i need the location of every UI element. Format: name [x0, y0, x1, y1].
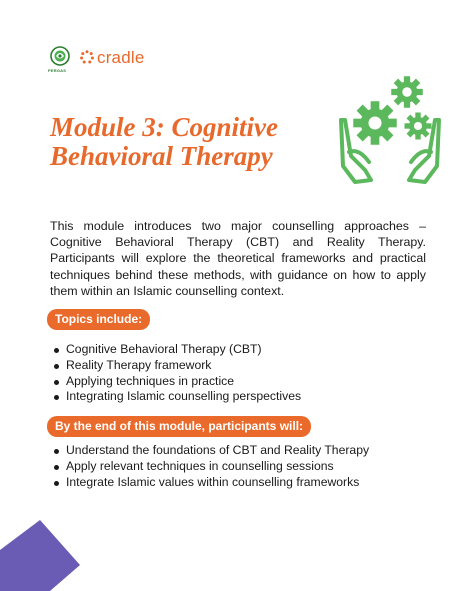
gears-in-hands-icon — [335, 70, 445, 188]
cradle-logo-text: cradle — [97, 47, 145, 67]
module-title — [50, 113, 320, 171]
pergas-logo — [50, 46, 70, 68]
list-item: Understand the foundations of CBT and Reality Therapy — [50, 443, 430, 459]
list-item: Applying techniques in practice — [50, 374, 430, 390]
cradle-logo — [80, 49, 145, 66]
list-item: Integrating Islamic counselling perspectives — [50, 389, 430, 405]
list-item: Cognitive Behavioral Therapy (CBT) — [50, 342, 430, 358]
module-title-line-1: Module 3: Cognitive — [50, 112, 278, 142]
module-title-line-2: Behavioral Therapy — [50, 141, 273, 171]
outcomes-heading: By the end of this module, participants will: — [47, 416, 311, 437]
topics-heading: Topics include: — [47, 309, 150, 330]
outcomes-list — [50, 443, 430, 490]
module-intro: This module introduces two major counselling approaches – Cognitive Behavioral Therapy (CBT) and Reality Therapy. Participants will explore the theoretical frameworks and practical techniques behind these methods, with guidance on how to apply them within an Islamic counselling context. — [50, 219, 426, 298]
corner-decoration — [0, 520, 80, 591]
pergas-logo-label: PERGAS — [48, 68, 67, 73]
list-item: Reality Therapy framework — [50, 358, 430, 374]
cradle-dots-icon — [80, 50, 94, 64]
list-item: Apply relevant techniques in counselling sessions — [50, 459, 430, 475]
topics-list — [50, 342, 430, 405]
list-item: Integrate Islamic values within counselling frameworks — [50, 475, 430, 491]
